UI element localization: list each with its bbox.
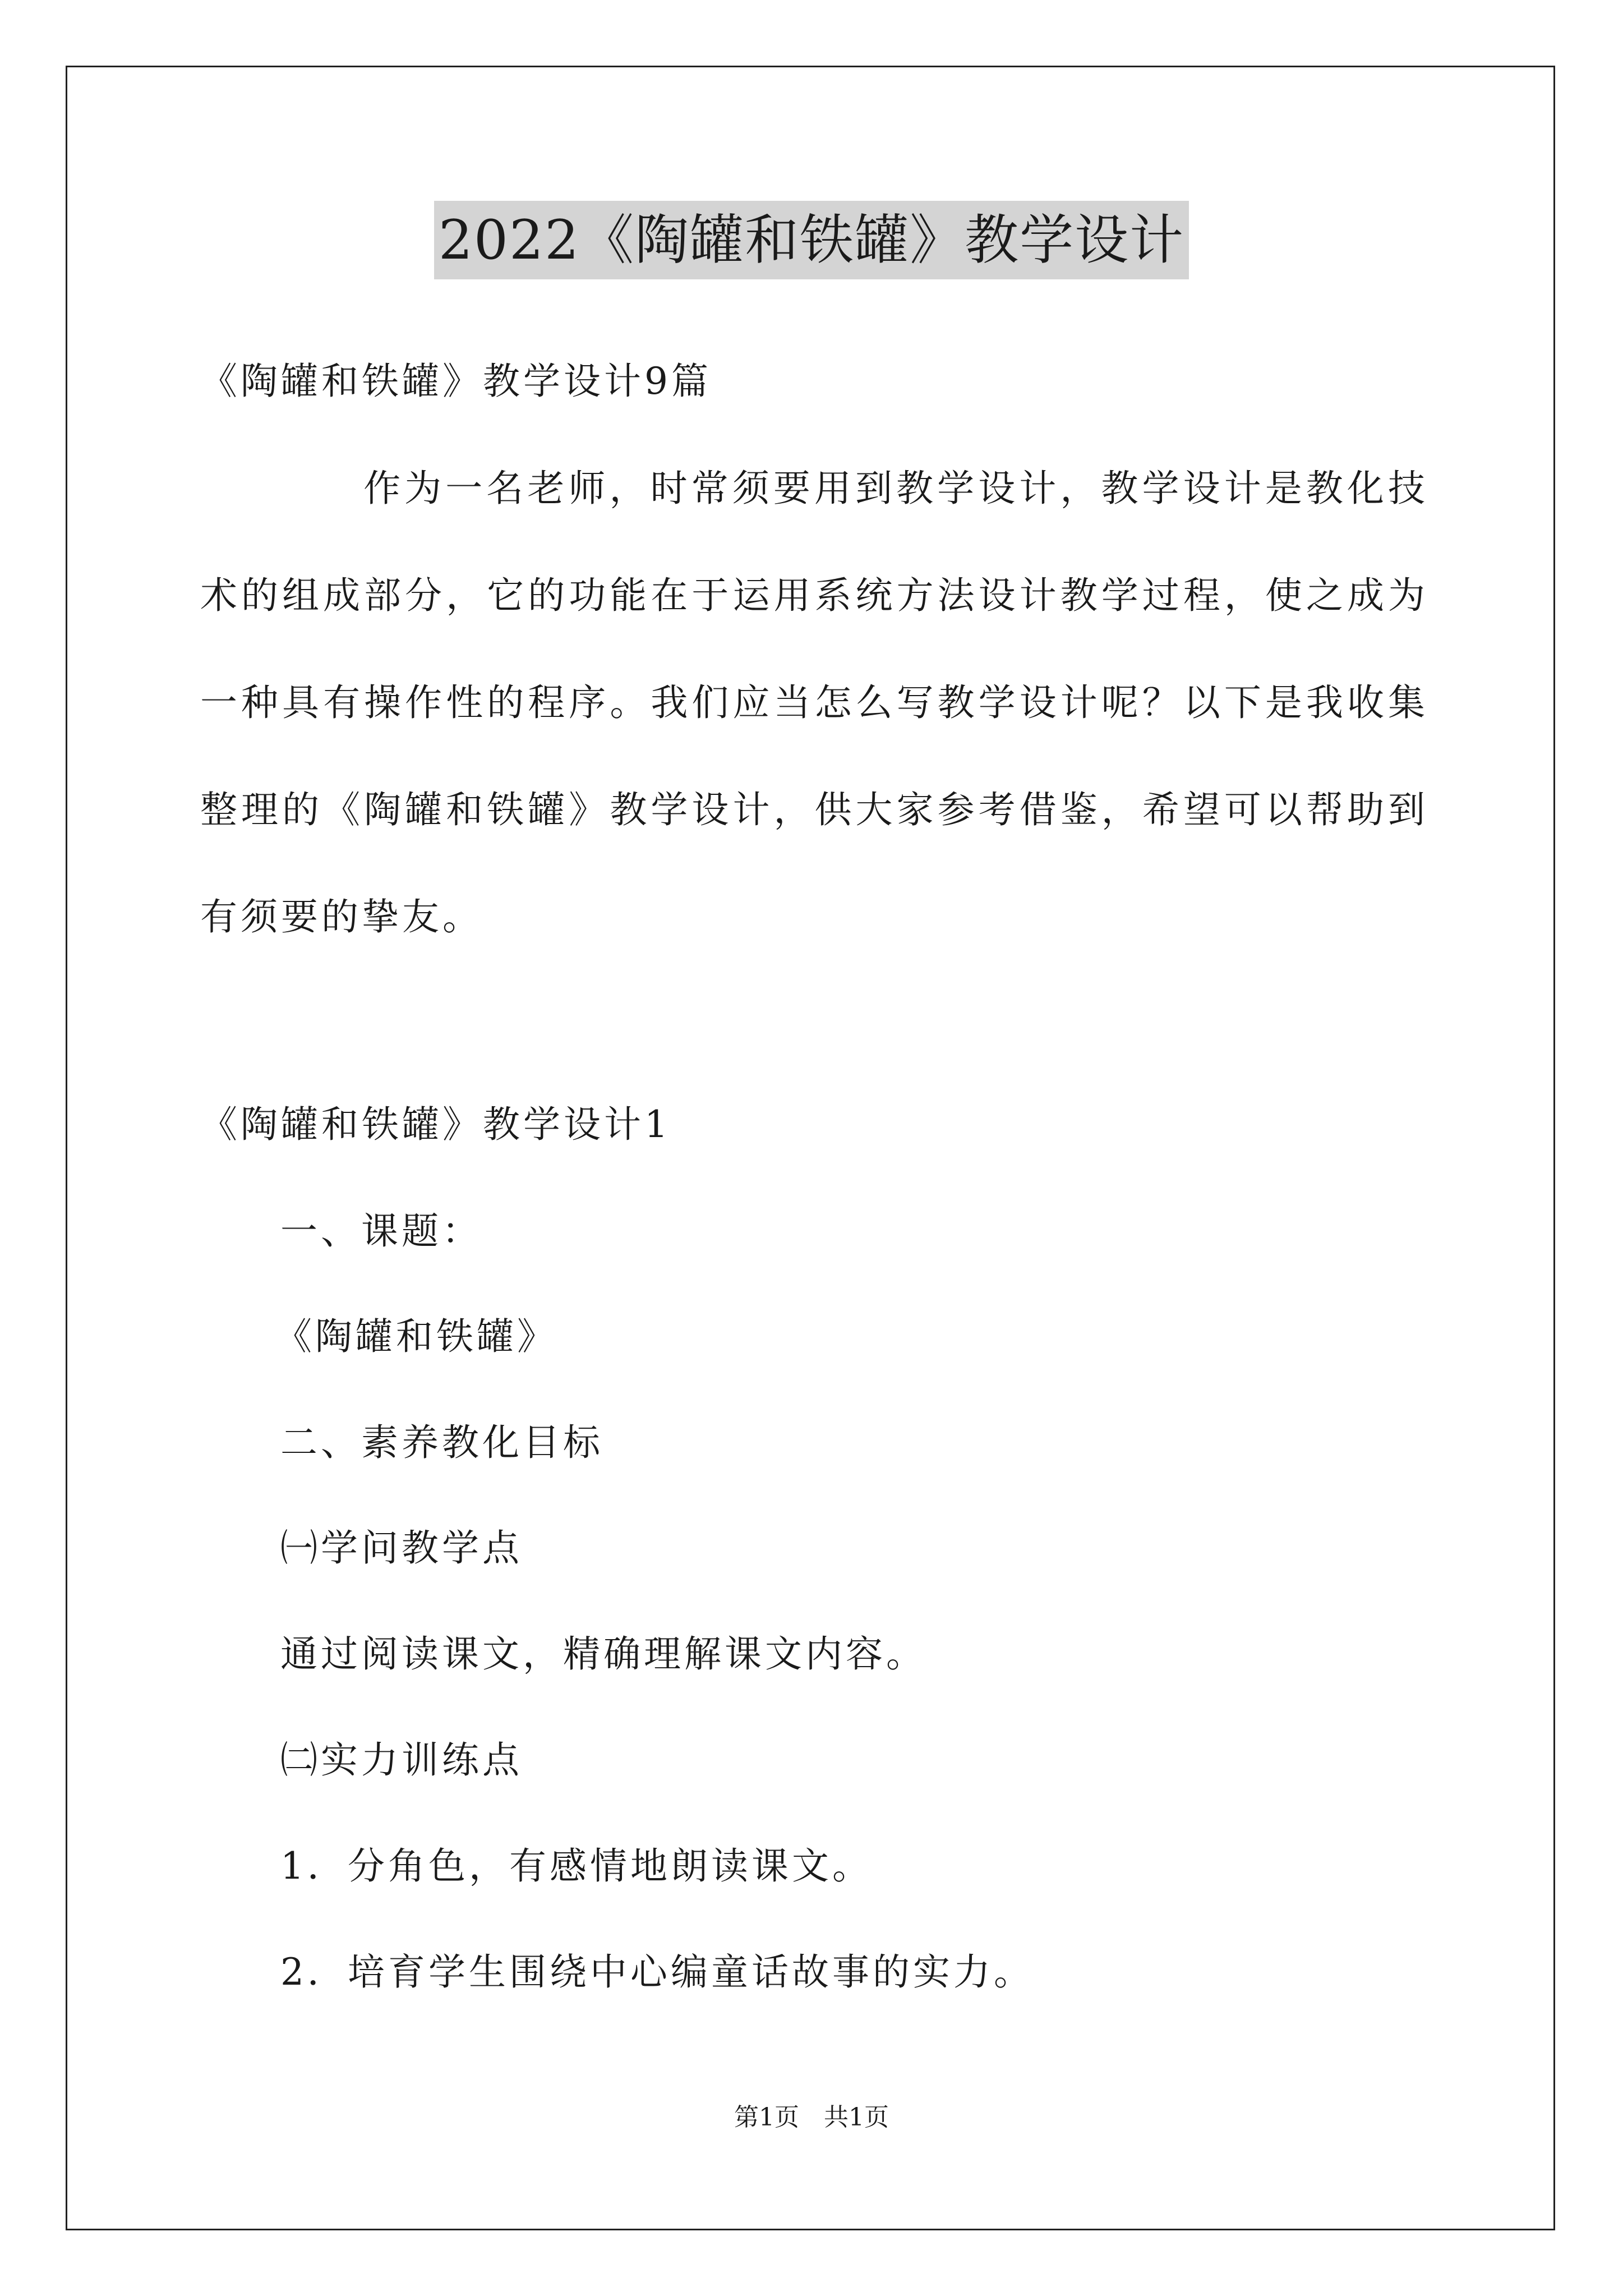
body-line: ㈠学问教学点 xyxy=(280,1526,523,1570)
body-line: ㈡实力训练点 xyxy=(280,1738,523,1782)
intro-paragraph xyxy=(200,435,1428,970)
body-line: 2．培育学生围绕中心编童话故事的实力。 xyxy=(280,1950,1034,1994)
page-footer: 第1页 共1页 xyxy=(734,2103,889,2132)
body-line: 《陶罐和铁罐》 xyxy=(275,1315,557,1358)
section-heading: 《陶罐和铁罐》教学设计1 xyxy=(200,1103,671,1146)
body-line: 二、素养教化目标 xyxy=(280,1421,603,1464)
body-line: 通过阅读课文，精确理解课文内容。 xyxy=(280,1632,926,1676)
body-line: 1．分角色，有感情地朗读课文。 xyxy=(280,1844,873,1888)
intro-paragraph-text: 作为一名老师，时常须要用到教学设计，教学设计是教化技术的组成部分，它的功能在于运用系统方法设计教学过程，使之成为一种具有操作性的程序。我们应当怎么写教学设计呢？以下是我收集整理的《陶罐和铁罐》教学设计，供大家参考借鉴，希望可以帮助到有须要的挚友。 xyxy=(200,467,1428,938)
document-subtitle: 《陶罐和铁罐》教学设计9篇 xyxy=(200,360,712,403)
document-title: 2022《陶罐和铁罐》教学设计 xyxy=(434,201,1189,279)
body-line: 一、课题： xyxy=(280,1209,482,1253)
title-container xyxy=(0,201,1623,279)
